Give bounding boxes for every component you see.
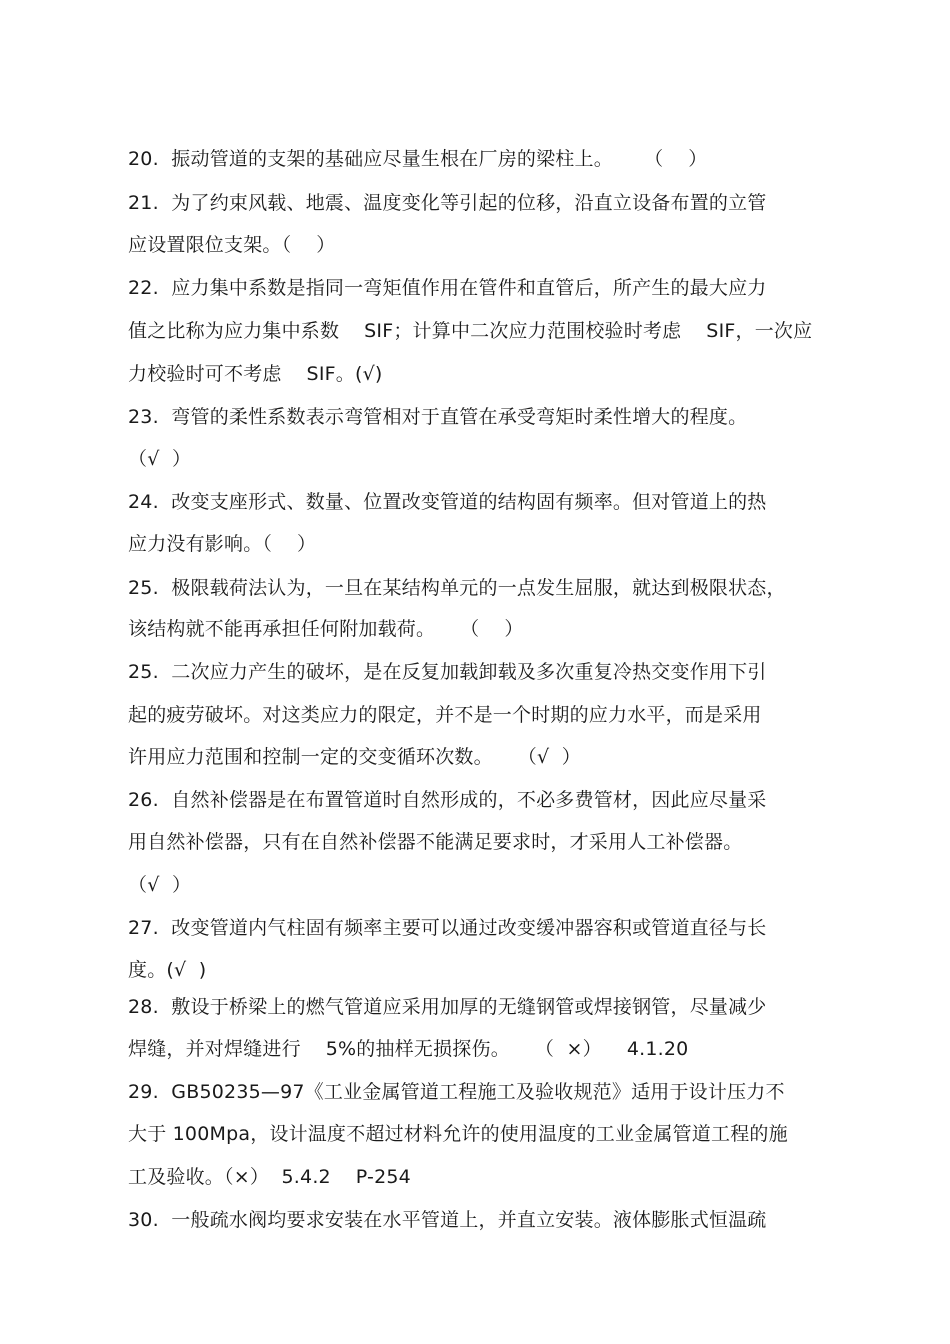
question-26-line-3: （√ ）	[128, 874, 192, 896]
question-28-line-2: 焊缝，并对焊缝进行 5%的抽样无损探伤。 （ ×） 4.1.20	[128, 1038, 689, 1060]
question-27-line-2: 度。(√ )	[128, 959, 207, 981]
question-25a-line-1: 25. 极限载荷法认为，一旦在某结构单元的一点发生屈服，就达到极限状态，	[128, 577, 786, 599]
question-30-line-1: 30. 一般疏水阀均要求安装在水平管道上，并直立安装。液体膨胀式恒温疏	[128, 1209, 767, 1231]
question-22-line-3: 力校验时可不考虑 SIF。(√)	[128, 363, 383, 385]
question-25a-line-2: 该结构就不能再承担任何附加载荷。 （ ）	[128, 618, 524, 640]
question-27-line-1: 27. 改变管道内气柱固有频率主要可以通过改变缓冲器容积或管道直径与长	[128, 917, 767, 939]
question-25b-line-3: 许用应力范围和控制一定的交变循环次数。 （√ ）	[128, 746, 581, 768]
question-29-line-1: 29. GB50235—97《工业金属管道工程施工及验收规范》适用于设计压力不	[128, 1081, 785, 1103]
question-28-line-1: 28. 敷设于桥梁上的燃气管道应采用加厚的无缝钢管或焊接钢管，尽量减少	[128, 996, 767, 1018]
question-20-line-1: 20. 振动管道的支架的基础应尽量生根在厂房的梁柱上。 （ ）	[128, 148, 708, 170]
question-29-line-3: 工及验收。（×） 5.4.2 P-254	[128, 1166, 411, 1188]
question-21-line-2: 应设置限位支架。（ ）	[128, 234, 336, 256]
question-22-line-2: 值之比称为应力集中系数 SIF；计算中二次应力范围校验时考虑 SIF，一次应	[128, 320, 813, 342]
question-21-line-1: 21. 为了约束风载、地震、温度变化等引起的位移，沿直立设备布置的立管	[128, 192, 767, 214]
question-23-line-2: （√ ）	[128, 448, 192, 470]
question-29-line-2: 大于 100Mpa，设计温度不超过材料允许的使用温度的工业金属管道工程的施	[128, 1123, 788, 1145]
question-25b-line-2: 起的疲劳破坏。对这类应力的限定，并不是一个时期的应力水平，而是采用	[128, 704, 762, 726]
question-22-line-1: 22. 应力集中系数是指同一弯矩值作用在管件和直管后，所产生的最大应力	[128, 277, 767, 299]
question-26-line-2: 用自然补偿器，只有在自然补偿器不能满足要求时，才采用人工补偿器。	[128, 831, 743, 853]
question-24-line-1: 24. 改变支座形式、数量、位置改变管道的结构固有频率。但对管道上的热	[128, 491, 767, 513]
question-25b-line-1: 25. 二次应力产生的破坏，是在反复加载卸载及多次重复冷热交变作用下引	[128, 661, 767, 683]
question-24-line-2: 应力没有影响。（ ）	[128, 533, 317, 555]
question-26-line-1: 26. 自然补偿器是在布置管道时自然形成的，不必多费管材，因此应尽量采	[128, 789, 767, 811]
question-23-line-1: 23. 弯管的柔性系数表示弯管相对于直管在承受弯矩时柔性增大的程度。	[128, 406, 748, 428]
